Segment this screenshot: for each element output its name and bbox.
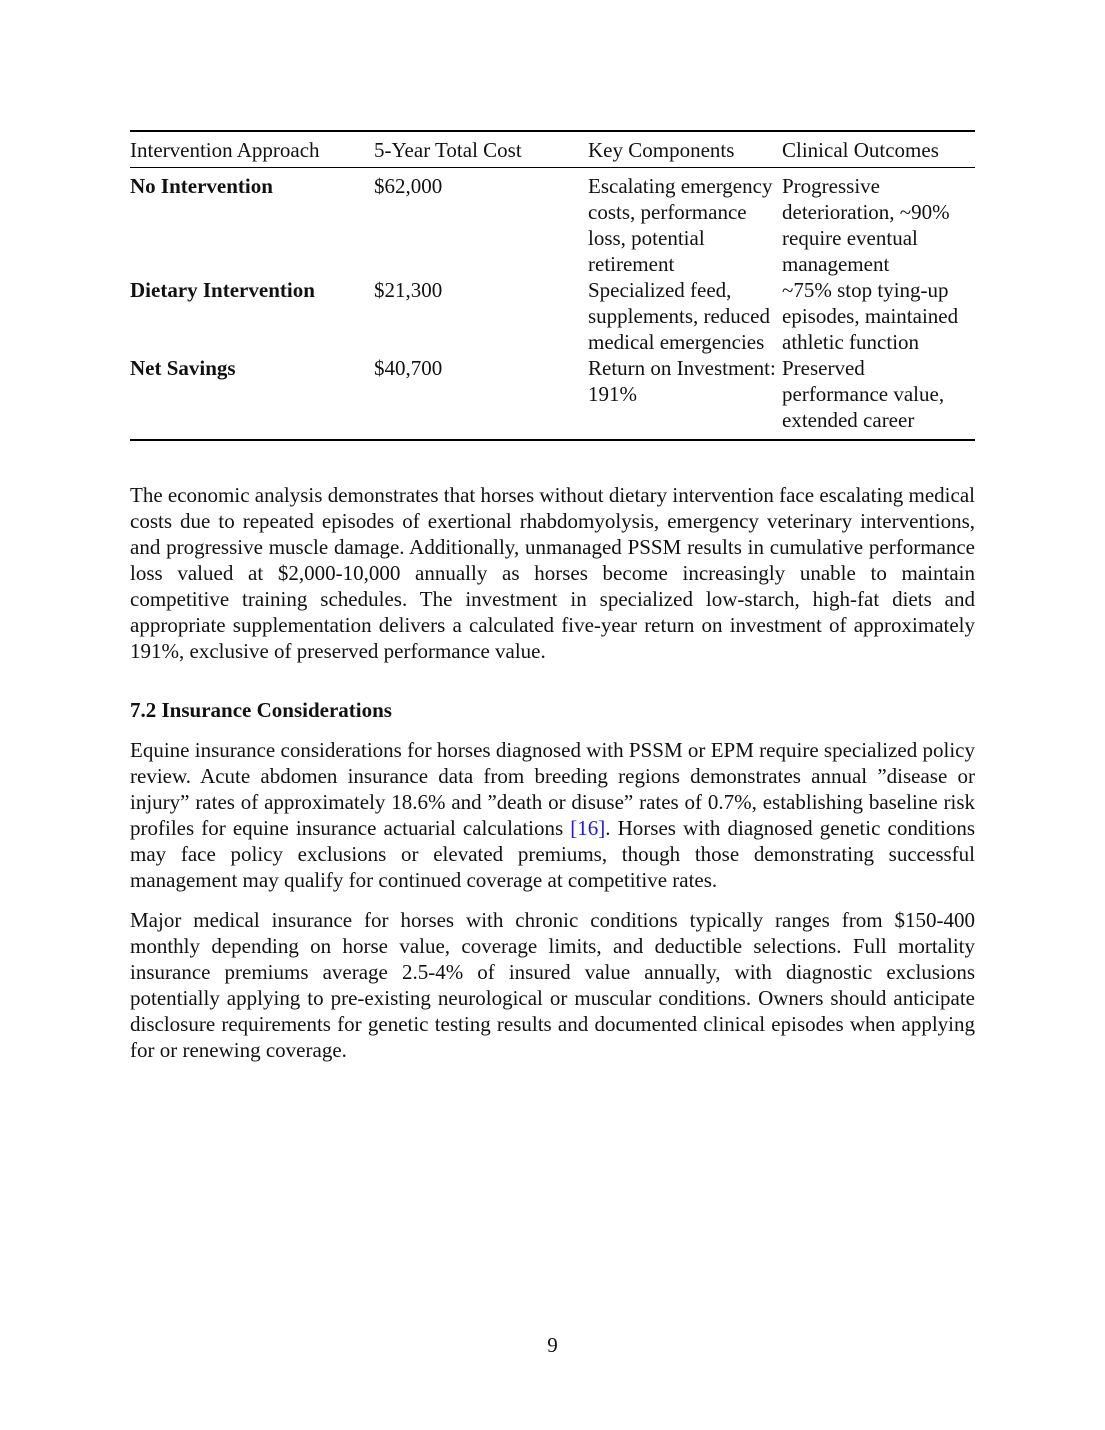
table-row — [130, 277, 975, 355]
cost-cell: $40,700 — [374, 356, 443, 380]
column-header-components: Key Components — [588, 131, 782, 168]
insurance-paragraph — [130, 737, 975, 893]
components-cell: Return on Investment: 191% — [588, 356, 776, 406]
citation-link[interactable]: [16] — [570, 816, 606, 840]
section-heading: 7.2 Insurance Considerations — [130, 698, 392, 722]
page-number: 9 — [547, 1333, 558, 1357]
table-row — [130, 355, 975, 440]
column-header-outcomes: Clinical Outcomes — [782, 131, 975, 168]
insurance-paragraph-text-end: . Horses with diagnosed genetic conditions may face policy exclusions or elevated premiums, though those demonstrating successful management may qualify for continued coverage at competitive rates. — [130, 816, 975, 892]
cost-cell: $21,300 — [374, 278, 443, 302]
approach-cell: Dietary Intervention — [130, 278, 315, 302]
approach-cell: No Intervention — [130, 174, 273, 198]
approach-cell: Net Savings — [130, 356, 236, 380]
outcomes-cell: Preserved performance value, extended career — [782, 356, 945, 432]
components-cell: Escalating emergency costs, performance loss, potential retirement — [588, 174, 773, 276]
economic-analysis-paragraph: The economic analysis demonstrates that horses without dietary intervention face escalating medical costs due to repeated episodes of exertional rhabdomyolysis, emergency veterinary interventions, and progressive muscle damage. Additionally, unmanaged PSSM results in cumulative performance loss valued at $2,000-10,000 annually as horses become increasingly unable to maintain competitive training schedules. The investment in specialized low-starch, high-fat diets and appropriate supplementation delivers a calculated five-year return on investment of approximately 191%, exclusive of preserved performance value. — [130, 483, 975, 663]
major-medical-paragraph: Major medical insurance for horses with chronic conditions typically ranges from $150-400 monthly depending on horse value, coverage limits, and deductible selections. Full mortality insurance premiums average 2.5-4% of insured value annually, with diagnostic exclusions potentially applying to pre-existing neurological or muscular conditions. Owners should anticipate disclosure requirements for genetic testing results and documented clinical episodes when applying for or renewing coverage. — [130, 908, 975, 1062]
column-header-cost: 5-Year Total Cost — [374, 131, 588, 168]
cost-cell: $62,000 — [374, 174, 443, 198]
outcomes-cell: ~75% stop tying-up episodes, maintained athletic function — [782, 278, 959, 354]
cost-comparison-table — [130, 130, 975, 441]
components-cell: Specialized feed, supplements, reduced medical emergencies — [588, 278, 770, 354]
insurance-paragraph-text: Equine insurance considerations for horses diagnosed with PSSM or EPM require specialized policy review. Acute abdomen insurance data from breeding regions demonstrates annual ”disease or injury” rates of approximately 18.6% and ”death or disuse” rates of 0.7%, establishing baseline risk profiles for equine insurance actuarial calculations — [130, 738, 975, 840]
document-page — [130, 130, 975, 1063]
table-row — [130, 168, 975, 278]
table-header-row — [130, 131, 975, 168]
column-header-approach: Intervention Approach — [130, 131, 374, 168]
outcomes-cell: Progressive deterioration, ~90% require eventual management — [782, 174, 950, 276]
